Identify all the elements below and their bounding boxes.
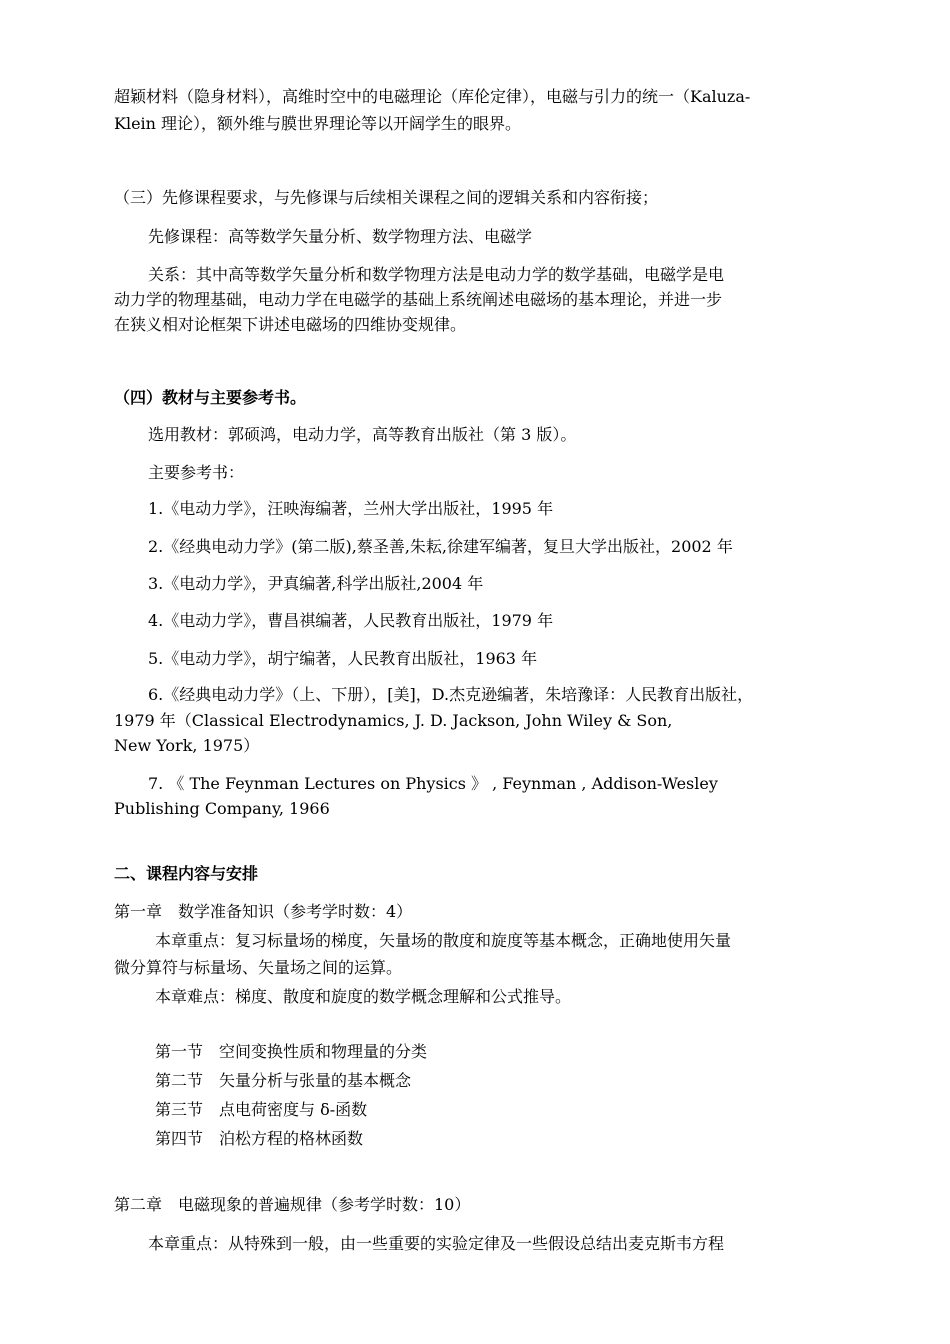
- relation-line-2: 动力学的物理基础，电动力学在电磁学的基础上系统阐述电磁场的基本理论，并进一步: [114, 290, 723, 309]
- chapter-2-key-line-1: 本章重点：从特殊到一般，由一些重要的实验定律及一些假设总结出麦克斯韦方程: [148, 1234, 725, 1253]
- reference-3: 3.《电动力学》，尹真编著,科学出版社,2004 年: [148, 574, 484, 593]
- chapter-1-title: 第一章 数学准备知识（参考学时数：4）: [114, 902, 413, 921]
- chapter-1-section-1: 第一节 空间变换性质和物理量的分类: [155, 1042, 428, 1061]
- reference-7-line-2: Publishing Company, 1966: [114, 799, 330, 818]
- reference-1: 1.《电动力学》，汪映海编著，兰州大学出版社，1995 年: [148, 499, 554, 518]
- reference-6-line-1: 6.《经典电动力学》（上、下册），[美]，D.杰克逊编著，朱培豫译：人民教育出版社，: [148, 685, 754, 704]
- reference-5: 5.《电动力学》，胡宁编著，人民教育出版社，1963 年: [148, 649, 538, 668]
- reference-6-line-2: 1979 年（Classical Electrodynamics, J. D. Jackson, John Wiley & Son,: [114, 711, 673, 730]
- intro-line-2: Klein 理论），额外维与膜世界理论等以开阔学生的眼界。: [114, 114, 522, 133]
- chapter-1-section-4: 第四节 泊松方程的格林函数: [155, 1129, 364, 1148]
- references-label: 主要参考书：: [148, 463, 245, 482]
- contents-heading: 二、课程内容与安排: [114, 864, 259, 883]
- relation-line-1: 关系：其中高等数学矢量分析和数学物理方法是电动力学的数学基础，电磁学是电: [148, 265, 725, 284]
- relation-line-3: 在狭义相对论框架下讲述电磁场的四维协变规律。: [114, 315, 467, 334]
- reference-2: 2.《经典电动力学》(第二版),蔡圣善,朱耘,徐建军编著，复旦大学出版社，2002 年: [148, 537, 733, 556]
- reference-7-line-1: 7. 《 The Feynman Lectures on Physics 》 , Feynman , Addison-Wesley: [148, 774, 718, 793]
- prerequisites-heading: （三）先修课程要求，与先修课与后续相关课程之间的逻辑关系和内容衔接；: [114, 188, 659, 207]
- intro-line-1: 超颖材料（隐身材料），高维时空中的电磁理论（库伦定律），电磁与引力的统一（Kaluza-: [114, 87, 751, 106]
- textbooks-heading: （四）教材与主要参考书。: [114, 388, 307, 407]
- prerequisite-courses: 先修课程：高等数学矢量分析、数学物理方法、电磁学: [148, 227, 533, 246]
- chapter-1-section-3: 第三节 点电荷密度与 δ-函数: [155, 1100, 368, 1119]
- reference-4: 4.《电动力学》，曹昌祺编著，人民教育出版社，1979 年: [148, 611, 554, 630]
- chapter-1-key-line-2: 微分算符与标量场、矢量场之间的运算。: [114, 958, 403, 977]
- chapter-1-key-line-1: 本章重点：复习标量场的梯度，矢量场的散度和旋度等基本概念，正确地使用矢量: [155, 931, 732, 950]
- selected-textbook: 选用教材：郭硕鸿，电动力学，高等教育出版社（第 3 版）。: [148, 425, 577, 444]
- chapter-1-section-2: 第二节 矢量分析与张量的基本概念: [155, 1071, 412, 1090]
- chapter-1-difficulty: 本章难点：梯度、散度和旋度的数学概念理解和公式推导。: [155, 987, 572, 1006]
- chapter-2-title: 第二章 电磁现象的普遍规律（参考学时数：10）: [114, 1195, 471, 1214]
- reference-6-line-3: New York, 1975）: [114, 736, 260, 755]
